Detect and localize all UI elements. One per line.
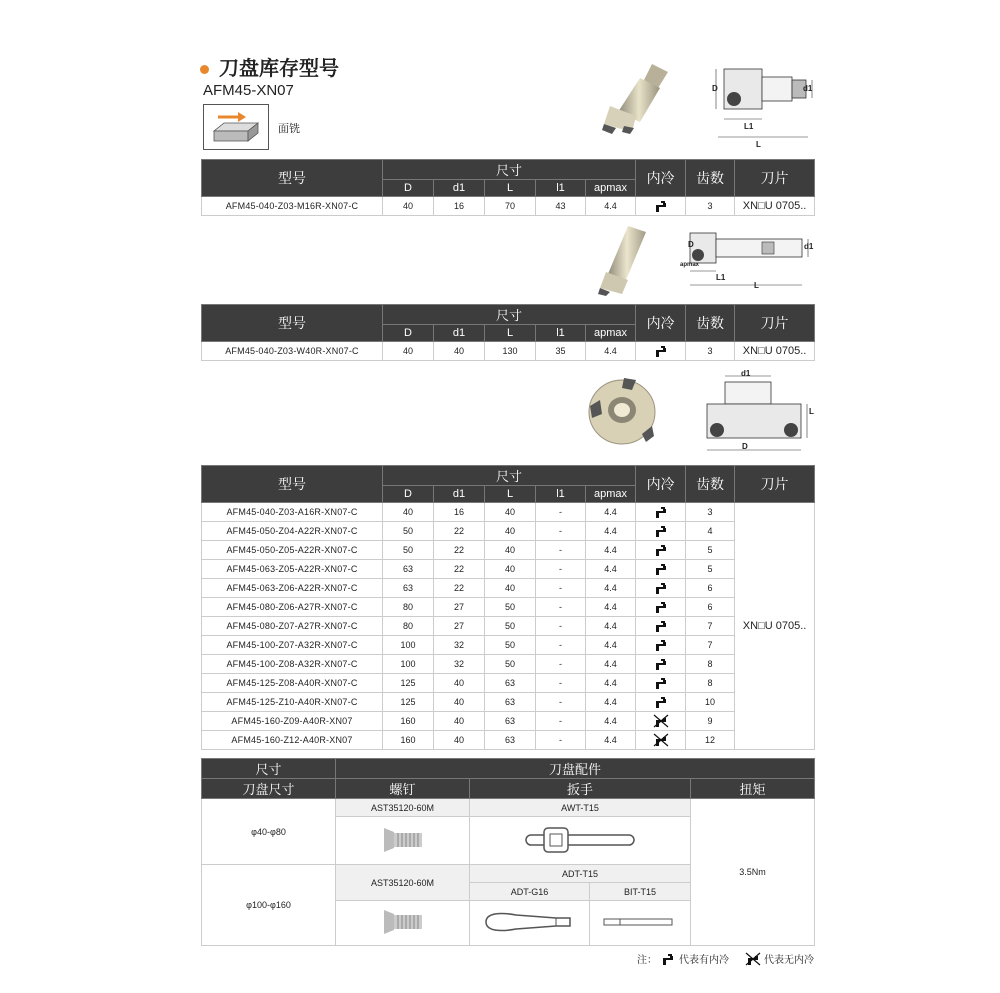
teeth-cell: 7: [686, 617, 735, 636]
l-cell: 40: [485, 503, 536, 522]
spec-table-1: [201, 159, 815, 216]
coolant-cell: [636, 197, 686, 216]
apmax-cell: 4.4: [586, 522, 636, 541]
l1-cell: 43: [536, 197, 586, 216]
table-row: [202, 731, 815, 750]
apmax-cell: 4.4: [586, 579, 636, 598]
acc-parts-header: 刀盘配件: [336, 759, 815, 779]
table-row: [202, 693, 815, 712]
apmax-cell: 4.4: [586, 617, 636, 636]
model-header: 型号: [202, 466, 383, 503]
col-l1: l1: [536, 325, 586, 342]
acc-wrench-header: 扳手: [470, 779, 691, 799]
diagram2-label-D: D: [688, 240, 694, 249]
col-L: L: [485, 486, 536, 503]
page-title: 刀盘库存型号: [200, 52, 339, 81]
table-row: [202, 560, 815, 579]
table-row: [202, 655, 815, 674]
d-cell: 50: [383, 522, 434, 541]
col-apmax: apmax: [586, 325, 636, 342]
coolant-icon: [653, 600, 669, 614]
l1-cell: -: [536, 655, 586, 674]
coolant-icon: [653, 524, 669, 538]
apmax-cell: 4.4: [586, 503, 636, 522]
l-cell: 63: [485, 693, 536, 712]
l-cell: 63: [485, 731, 536, 750]
operation-label: 面铣: [278, 123, 300, 135]
d1-cell: 40: [434, 712, 485, 731]
teeth-cell: 10: [686, 693, 735, 712]
col-D: D: [383, 180, 434, 197]
coolant-header: 内冷: [636, 466, 686, 503]
teeth-cell: 7: [686, 636, 735, 655]
acc-row2-wrench: ADT-T15: [470, 865, 691, 883]
d1-cell: 16: [434, 197, 485, 216]
acc-row1-screw-image: [336, 817, 470, 865]
l-cell: 40: [485, 560, 536, 579]
weldon-cutter-photo: [592, 222, 652, 303]
d-cell: 80: [383, 617, 434, 636]
insert-cell: XN□U 0705..: [735, 503, 815, 750]
teeth-cell: 12: [686, 731, 735, 750]
teeth-cell: 6: [686, 598, 735, 617]
d-cell: 160: [383, 731, 434, 750]
diagram2-label-apmax: apmax: [680, 262, 700, 268]
table-row: [202, 503, 815, 522]
coolant-cell: [636, 636, 686, 655]
table-row: [202, 674, 815, 693]
l1-cell: -: [536, 693, 586, 712]
table-row: [202, 197, 815, 216]
coolant-icon: [653, 695, 669, 709]
acc-row2-handle-image: [470, 901, 590, 946]
teeth-cell: 5: [686, 541, 735, 560]
d-cell: 80: [383, 598, 434, 617]
model-cell: AFM45-100-Z07-A32R-XN07-C: [202, 636, 383, 655]
col-d1: d1: [434, 180, 485, 197]
model-cell: AFM45-160-Z09-A40R-XN07: [202, 712, 383, 731]
coolant-icon: [653, 344, 669, 358]
table-row: [202, 598, 815, 617]
teeth-cell: 4: [686, 522, 735, 541]
apmax-cell: 4.4: [586, 342, 636, 361]
acc-row1-wrench-image: [470, 817, 691, 865]
d-cell: 40: [383, 342, 434, 361]
bullet-icon: [200, 65, 209, 74]
no-coolant-icon: [653, 714, 669, 728]
l-cell: 50: [485, 598, 536, 617]
coolant-icon: [660, 952, 676, 966]
l-cell: 40: [485, 541, 536, 560]
coolant-header: 内冷: [636, 305, 686, 342]
model-cell: AFM45-100-Z08-A32R-XN07-C: [202, 655, 383, 674]
model-cell: AFM45-125-Z08-A40R-XN07-C: [202, 674, 383, 693]
diagram-label-D: D: [712, 84, 718, 93]
d-cell: 63: [383, 560, 434, 579]
l-cell: 50: [485, 655, 536, 674]
acc-screw-header: 螺钉: [336, 779, 470, 799]
apmax-cell: 4.4: [586, 712, 636, 731]
coolant-cell: [636, 617, 686, 636]
apmax-cell: 4.4: [586, 693, 636, 712]
coolant-cell: [636, 579, 686, 598]
coolant-icon: [653, 676, 669, 690]
diagram2-label-d1: d1: [804, 242, 814, 251]
teeth-cell: 3: [686, 197, 735, 216]
apmax-cell: 4.4: [586, 197, 636, 216]
coolant-cell: [636, 731, 686, 750]
diagram3-label-L: L: [809, 407, 814, 416]
d-cell: 40: [383, 503, 434, 522]
d-cell: 100: [383, 636, 434, 655]
acc-row1-screw: AST35120-60M: [336, 799, 470, 817]
l-cell: 40: [485, 579, 536, 598]
acc-cutter-size-header: 刀盘尺寸: [202, 779, 336, 799]
l1-cell: -: [536, 617, 586, 636]
diagram2-label-L1: L1: [716, 273, 726, 282]
apmax-cell: 4.4: [586, 636, 636, 655]
shank-cutter-photo: [596, 58, 676, 143]
coolant-cell: [636, 674, 686, 693]
acc-row2-screw-image: [336, 901, 470, 946]
acc-row2-bit-image: [590, 901, 691, 946]
acc-row2-size: φ100-φ160: [202, 865, 336, 946]
coolant-cell: [636, 522, 686, 541]
apmax-cell: 4.4: [586, 541, 636, 560]
col-d1: d1: [434, 486, 485, 503]
coolant-cell: [636, 541, 686, 560]
apmax-cell: 4.4: [586, 674, 636, 693]
coolant-cell: [636, 655, 686, 674]
d1-cell: 40: [434, 674, 485, 693]
note-with: 代表有内冷: [679, 955, 729, 966]
d1-cell: 22: [434, 541, 485, 560]
spec-table-3: [201, 465, 815, 750]
l-cell: 63: [485, 712, 536, 731]
model-cell: AFM45-080-Z07-A27R-XN07-C: [202, 617, 383, 636]
d1-cell: 40: [434, 342, 485, 361]
acc-row1-size: φ40-φ80: [202, 799, 336, 865]
insert-cell: XN□U 0705..: [735, 197, 815, 216]
coolant-header: 内冷: [636, 160, 686, 197]
model-cell: AFM45-080-Z06-A27R-XN07-C: [202, 598, 383, 617]
insert-header: 刀片: [735, 305, 815, 342]
model-header: 型号: [202, 305, 383, 342]
coolant-cell: [636, 503, 686, 522]
coolant-cell: [636, 598, 686, 617]
coolant-icon: [653, 581, 669, 595]
d1-cell: 32: [434, 636, 485, 655]
d-cell: 125: [383, 693, 434, 712]
col-D: D: [383, 325, 434, 342]
note-without: 代表无内冷: [764, 955, 814, 966]
model-cell: AFM45-063-Z06-A22R-XN07-C: [202, 579, 383, 598]
no-coolant-icon: [653, 733, 669, 747]
apmax-cell: 4.4: [586, 731, 636, 750]
legend-note: [637, 951, 814, 966]
l1-cell: -: [536, 541, 586, 560]
model-cell: AFM45-125-Z10-A40R-XN07-C: [202, 693, 383, 712]
table-row: [202, 541, 815, 560]
l1-cell: -: [536, 522, 586, 541]
teeth-cell: 9: [686, 712, 735, 731]
face-mill-photo: [584, 374, 660, 453]
col-L: L: [485, 325, 536, 342]
size-header: 尺寸: [383, 305, 636, 325]
coolant-icon: [653, 505, 669, 519]
l-cell: 50: [485, 617, 536, 636]
spec-table-2: [201, 304, 815, 361]
table-row: [202, 617, 815, 636]
insert-header: 刀片: [735, 160, 815, 197]
l-cell: 40: [485, 522, 536, 541]
coolant-icon: [653, 543, 669, 557]
model-cell: AFM45-040-Z03-W40R-XN07-C: [202, 342, 383, 361]
l1-cell: -: [536, 712, 586, 731]
apmax-cell: 4.4: [586, 598, 636, 617]
note-prefix: 注：: [637, 955, 657, 966]
l-cell: 130: [485, 342, 536, 361]
d-cell: 40: [383, 197, 434, 216]
insert-header: 刀片: [735, 466, 815, 503]
col-apmax: apmax: [586, 180, 636, 197]
d1-cell: 40: [434, 731, 485, 750]
diagram-label-L1: L1: [744, 122, 754, 131]
diagram2-label-L: L: [754, 281, 759, 290]
l-cell: 63: [485, 674, 536, 693]
col-d1: d1: [434, 325, 485, 342]
d1-cell: 32: [434, 655, 485, 674]
acc-torque-header: 扭矩: [691, 779, 815, 799]
teeth-cell: 8: [686, 655, 735, 674]
acc-row1-wrench: AWT-T15: [470, 799, 691, 817]
acc-row2-handle: ADT-G16: [470, 883, 590, 901]
coolant-icon: [653, 619, 669, 633]
apmax-cell: 4.4: [586, 655, 636, 674]
l1-cell: -: [536, 674, 586, 693]
l1-cell: 35: [536, 342, 586, 361]
d1-cell: 27: [434, 598, 485, 617]
weldon-cutter-drawing: [680, 225, 820, 300]
model-cell: AFM45-040-Z03-M16R-XN07-C: [202, 197, 383, 216]
insert-cell: XN□U 0705..: [735, 342, 815, 361]
d-cell: 100: [383, 655, 434, 674]
d1-cell: 22: [434, 579, 485, 598]
d1-cell: 16: [434, 503, 485, 522]
coolant-icon: [653, 657, 669, 671]
d1-cell: 40: [434, 693, 485, 712]
acc-size-header: 尺寸: [202, 759, 336, 779]
product-series: AFM45-XN07: [203, 82, 294, 99]
coolant-cell: [636, 342, 686, 361]
d-cell: 160: [383, 712, 434, 731]
d1-cell: 27: [434, 617, 485, 636]
no-coolant-icon: [745, 952, 761, 966]
size-header: 尺寸: [383, 160, 636, 180]
model-cell: AFM45-160-Z12-A40R-XN07: [202, 731, 383, 750]
diagram3-label-D: D: [742, 442, 748, 451]
d1-cell: 22: [434, 560, 485, 579]
teeth-header: 齿数: [686, 160, 735, 197]
col-apmax: apmax: [586, 486, 636, 503]
acc-row2-bit: BIT-T15: [590, 883, 691, 901]
l1-cell: -: [536, 503, 586, 522]
model-cell: AFM45-063-Z05-A22R-XN07-C: [202, 560, 383, 579]
coolant-icon: [653, 562, 669, 576]
acc-torque-value: 3.5Nm: [691, 799, 815, 946]
d-cell: 125: [383, 674, 434, 693]
face-milling-icon: [203, 104, 269, 150]
teeth-cell: 6: [686, 579, 735, 598]
teeth-cell: 8: [686, 674, 735, 693]
coolant-cell: [636, 712, 686, 731]
table-row: [202, 342, 815, 361]
table-row: [202, 522, 815, 541]
d-cell: 63: [383, 579, 434, 598]
face-mill-drawing: [695, 368, 820, 465]
diagram3-label-d1: d1: [741, 369, 751, 378]
screwdriver-handle-icon: [480, 907, 580, 937]
table-row: [202, 712, 815, 731]
screw-icon: [378, 904, 428, 940]
l1-cell: -: [536, 579, 586, 598]
teeth-header: 齿数: [686, 305, 735, 342]
coolant-icon: [653, 638, 669, 652]
apmax-cell: 4.4: [586, 560, 636, 579]
acc-row2-screw: AST35120-60M: [336, 865, 470, 901]
l1-cell: -: [536, 731, 586, 750]
l1-cell: -: [536, 598, 586, 617]
table-row: [202, 579, 815, 598]
size-header: 尺寸: [383, 466, 636, 486]
teeth-cell: 5: [686, 560, 735, 579]
model-cell: AFM45-050-Z04-A22R-XN07-C: [202, 522, 383, 541]
diagram-label-d1: d1: [803, 84, 813, 93]
d-cell: 50: [383, 541, 434, 560]
col-l1: l1: [536, 180, 586, 197]
teeth-header: 齿数: [686, 466, 735, 503]
d1-cell: 22: [434, 522, 485, 541]
table-row: [202, 636, 815, 655]
col-D: D: [383, 486, 434, 503]
model-cell: AFM45-050-Z05-A22R-XN07-C: [202, 541, 383, 560]
diagram-label-L: L: [756, 140, 761, 149]
l1-cell: -: [536, 636, 586, 655]
driver-bit-icon: [600, 915, 680, 929]
model-cell: AFM45-040-Z03-A16R-XN07-C: [202, 503, 383, 522]
coolant-icon: [653, 199, 669, 213]
l-cell: 50: [485, 636, 536, 655]
teeth-cell: 3: [686, 342, 735, 361]
model-header: 型号: [202, 160, 383, 197]
teeth-cell: 3: [686, 503, 735, 522]
l1-cell: -: [536, 560, 586, 579]
coolant-cell: [636, 560, 686, 579]
screw-icon: [378, 822, 428, 858]
t-wrench-icon: [520, 825, 640, 855]
l-cell: 70: [485, 197, 536, 216]
col-l1: l1: [536, 486, 586, 503]
col-L: L: [485, 180, 536, 197]
accessories-table: [201, 758, 815, 946]
coolant-cell: [636, 693, 686, 712]
